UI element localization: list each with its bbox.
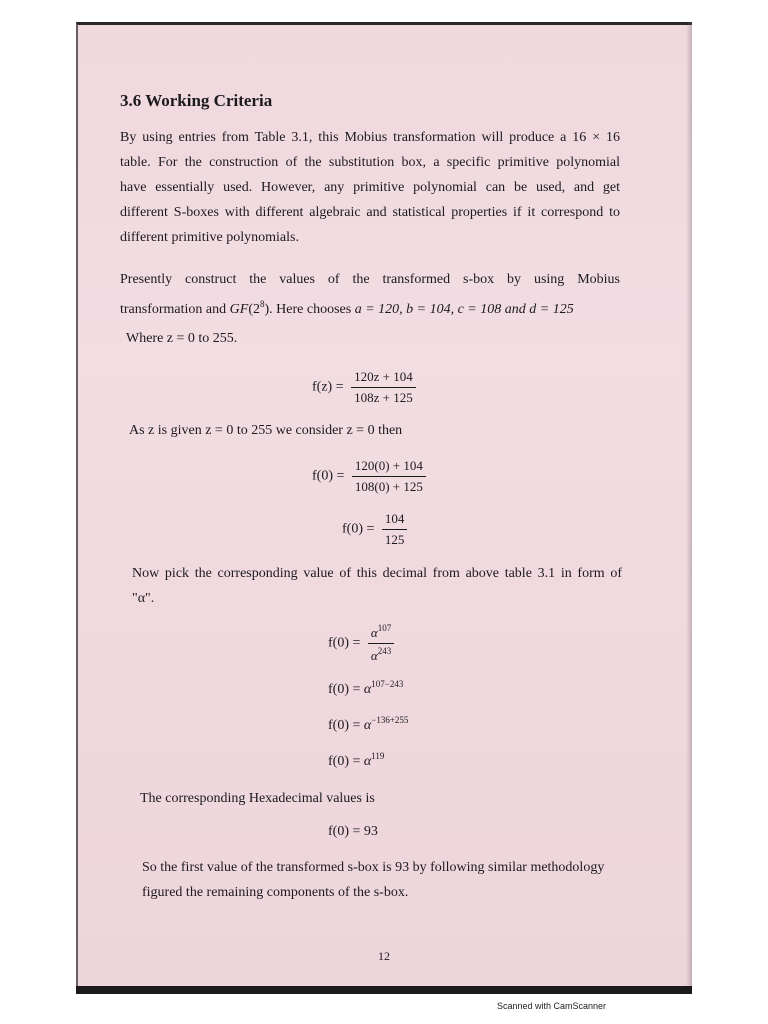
alpha-symbol: α (370, 648, 378, 663)
equation-alpha-fraction (328, 623, 394, 664)
paragraph-line (120, 292, 620, 322)
fraction (382, 511, 408, 548)
denominator (368, 644, 394, 664)
exponent: 107 (377, 623, 392, 633)
range-statement: Where z = 0 to 255. (126, 331, 238, 346)
text-run: transformation and (120, 302, 230, 317)
paragraph-line: By using entries from Table 3.1, this Mobius transformation will produce a 16 × 16 (120, 130, 620, 145)
paragraph-conclusion (142, 855, 604, 905)
equation-alpha-result (328, 751, 384, 770)
paragraph-line: different S-boxes with different algebraic and statistical properties if it correspond to (120, 205, 620, 220)
page-edge-shadow (686, 22, 692, 994)
equation-lhs: f(0) = (312, 468, 345, 484)
equation-lhs: f(0) = (328, 682, 361, 697)
alpha-symbol: α (363, 754, 372, 769)
hex-statement: The corresponding Hexadecimal values is (140, 791, 375, 806)
paragraph-intro (120, 125, 620, 250)
alpha-symbol: α (363, 682, 372, 697)
paragraph-line: Now pick the corresponding value of this decimal from above table 3.1 in form of (132, 566, 622, 581)
scan-bottom-border (76, 986, 692, 994)
paragraph-line: table. For the construction of the substitution box, a specific primitive polynomial (120, 155, 620, 170)
scanner-watermark: Scanned with CamScanner (497, 1001, 607, 1011)
paragraph-line: So the first value of the transformed s-box is 93 by following similar methodology (142, 860, 605, 875)
denominator: 108(0) + 125 (354, 479, 423, 494)
document-page (78, 25, 694, 997)
parameter-values: a = 120, b = 104, c = 108 and d = 125 (354, 302, 574, 317)
equation-substituted (312, 458, 426, 495)
exponent: 243 (377, 646, 392, 656)
alpha-symbol: α (370, 625, 378, 640)
paragraph-line: figured the remaining components of the s-box. (142, 885, 409, 900)
gf-close: ). (264, 302, 273, 317)
substitution-statement: As z is given z = 0 to 255 we consider z = 0 then (129, 423, 403, 438)
equation-lhs: f(0) = (342, 521, 375, 537)
fraction (351, 369, 416, 406)
equation-lhs: f(0) = (328, 718, 361, 733)
fraction (352, 458, 426, 495)
numerator (368, 623, 394, 644)
equation-lhs: f(0) = (328, 635, 361, 651)
numerator: 120z + 104 (351, 369, 416, 388)
page-number: 12 (378, 949, 390, 963)
gf-base: (2 (248, 302, 260, 317)
gf-exponent: 8 (259, 299, 265, 309)
text-run: Here chooses (272, 302, 355, 317)
equation-mobius (312, 369, 416, 406)
paragraph-line: "α". (132, 591, 155, 606)
paragraph-construction (120, 267, 620, 322)
equation-simplified (342, 511, 407, 548)
denominator: 108z + 125 (354, 390, 413, 405)
denominator: 125 (384, 532, 405, 547)
exponent: 119 (371, 751, 385, 761)
numerator: 104 (382, 511, 408, 530)
paragraph-line: different primitive polynomials. (120, 230, 299, 245)
equation-lhs: f(0) = (328, 754, 361, 769)
gf-symbol: GF (229, 302, 249, 317)
fraction (368, 623, 394, 664)
paragraph-line: Presently construct the values of the transformed s-box by using Mobius (120, 272, 620, 287)
paragraph-lookup (132, 561, 622, 611)
equation-alpha-difference (328, 679, 403, 698)
paragraph-line: have essentially used. However, any primitive polynomial can be used, and get (120, 180, 620, 195)
section-heading: 3.6 Working Criteria (120, 91, 273, 110)
equation-hex-result: f(0) = 93 (328, 824, 378, 839)
exponent: −136+255 (371, 715, 409, 725)
numerator: 120(0) + 104 (352, 458, 426, 477)
scanned-page (76, 22, 692, 994)
alpha-symbol: α (363, 718, 372, 733)
equation-lhs: f(z) = (312, 379, 344, 395)
exponent: 107−243 (371, 679, 404, 689)
equation-alpha-modulo (328, 715, 408, 734)
